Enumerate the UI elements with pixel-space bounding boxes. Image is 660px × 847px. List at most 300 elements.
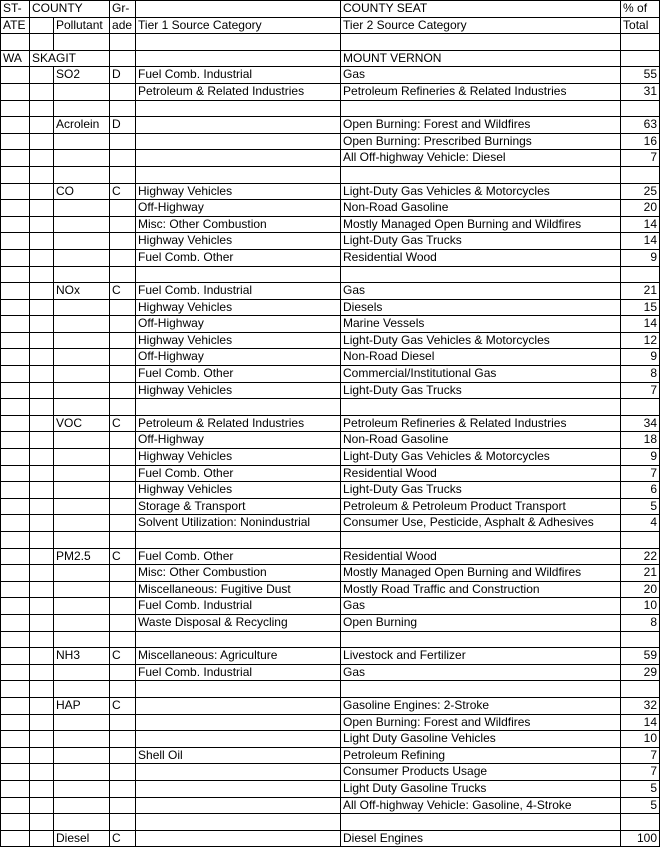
tier2-cell: Petroleum Refineries & Related Industries bbox=[341, 83, 621, 100]
empty-cell bbox=[30, 266, 54, 283]
header-percent: % of bbox=[621, 1, 660, 18]
pollutant-cell bbox=[54, 714, 110, 731]
tier2-cell: Gas bbox=[341, 67, 621, 84]
empty-cell bbox=[621, 532, 660, 549]
empty-cell bbox=[1, 399, 30, 416]
tier1-cell: Off-Highway bbox=[136, 349, 341, 366]
state-cell bbox=[1, 614, 30, 631]
state-cell bbox=[1, 830, 30, 847]
county-cell bbox=[30, 382, 54, 399]
state-cell bbox=[1, 349, 30, 366]
percent-cell: 9 bbox=[621, 249, 660, 266]
tier2-cell: Open Burning: Prescribed Burnings bbox=[341, 133, 621, 150]
tier1-cell bbox=[136, 714, 341, 731]
tier2-cell: Gas bbox=[341, 598, 621, 615]
pollutant-cell bbox=[54, 614, 110, 631]
percent-cell: 100 bbox=[621, 830, 660, 847]
county-cell bbox=[30, 714, 54, 731]
grade-cell bbox=[110, 299, 136, 316]
empty-cell bbox=[110, 681, 136, 698]
tier1-cell: Highway Vehicles bbox=[136, 382, 341, 399]
tier2-cell: Light-Duty Gas Trucks bbox=[341, 482, 621, 499]
empty-cell bbox=[110, 814, 136, 831]
pollutant-cell bbox=[54, 598, 110, 615]
grade-cell bbox=[110, 664, 136, 681]
grade-cell bbox=[110, 797, 136, 814]
table-body bbox=[1, 1, 660, 847]
tier1-cell bbox=[136, 780, 341, 797]
empty-cell bbox=[30, 100, 54, 117]
pollutant-cell bbox=[54, 150, 110, 167]
empty-cell bbox=[621, 34, 660, 51]
tier2-cell: Consumer Products Usage bbox=[341, 764, 621, 781]
grade-cell bbox=[110, 714, 136, 731]
empty-cell bbox=[54, 681, 110, 698]
state-cell bbox=[1, 515, 30, 532]
state-cell bbox=[1, 565, 30, 582]
table-row bbox=[1, 548, 660, 565]
pollutant-cell bbox=[54, 581, 110, 598]
tier2-cell: Mostly Managed Open Burning and Wildfires bbox=[341, 565, 621, 582]
grade-cell bbox=[110, 565, 136, 582]
tier1-cell bbox=[136, 150, 341, 167]
empty-cell bbox=[621, 166, 660, 183]
empty-cell bbox=[341, 814, 621, 831]
empty-cell bbox=[1, 34, 30, 51]
tier1-cell: Highway Vehicles bbox=[136, 183, 341, 200]
tier1-cell: Petroleum & Related Industries bbox=[136, 415, 341, 432]
table-row bbox=[1, 581, 660, 598]
grade-cell bbox=[110, 764, 136, 781]
grade-cell bbox=[110, 780, 136, 797]
empty-cell bbox=[621, 631, 660, 648]
empty-cell bbox=[136, 50, 341, 67]
empty-cell bbox=[30, 681, 54, 698]
empty-cell bbox=[621, 100, 660, 117]
grade-cell bbox=[110, 133, 136, 150]
state-cell bbox=[1, 780, 30, 797]
grade-cell bbox=[110, 581, 136, 598]
county-cell bbox=[30, 432, 54, 449]
grade-cell bbox=[110, 482, 136, 499]
tier2-cell: Light-Duty Gas Vehicles & Motorcycles bbox=[341, 332, 621, 349]
percent-cell: 63 bbox=[621, 117, 660, 134]
pollutant-cell bbox=[54, 565, 110, 582]
table-row bbox=[1, 664, 660, 681]
percent-cell: 7 bbox=[621, 465, 660, 482]
county-cell bbox=[30, 133, 54, 150]
empty-cell bbox=[30, 814, 54, 831]
pollutant-cell bbox=[54, 747, 110, 764]
tier1-cell bbox=[136, 764, 341, 781]
percent-cell: 32 bbox=[621, 697, 660, 714]
county-cell bbox=[30, 614, 54, 631]
spacer-row bbox=[1, 34, 660, 51]
empty-cell bbox=[110, 34, 136, 51]
grade-cell bbox=[110, 465, 136, 482]
pollutant-cell bbox=[54, 515, 110, 532]
state-cell bbox=[1, 216, 30, 233]
percent-cell: 22 bbox=[621, 548, 660, 565]
state-cell bbox=[1, 283, 30, 300]
header-tier1: Tier 1 Source Category bbox=[136, 17, 341, 34]
empty-cell bbox=[30, 532, 54, 549]
tier1-cell bbox=[136, 697, 341, 714]
county-cell bbox=[30, 780, 54, 797]
tier2-cell: All Off-highway Vehicle: Gasoline, 4-Stroke bbox=[341, 797, 621, 814]
pollutant-cell bbox=[54, 449, 110, 466]
grade-cell bbox=[110, 366, 136, 383]
county-cell bbox=[30, 465, 54, 482]
empty-cell bbox=[54, 100, 110, 117]
grade-cell bbox=[110, 332, 136, 349]
tier2-cell: Open Burning bbox=[341, 614, 621, 631]
tier2-cell: Gas bbox=[341, 283, 621, 300]
pollutant-cell bbox=[54, 465, 110, 482]
tier2-cell: Light-Duty Gas Trucks bbox=[341, 382, 621, 399]
grade-cell bbox=[110, 598, 136, 615]
tier1-cell: Fuel Comb. Industrial bbox=[136, 283, 341, 300]
tier2-cell: All Off-highway Vehicle: Diesel bbox=[341, 150, 621, 167]
percent-cell: 9 bbox=[621, 449, 660, 466]
grade-cell: C bbox=[110, 697, 136, 714]
table-row bbox=[1, 515, 660, 532]
percent-cell: 10 bbox=[621, 731, 660, 748]
grade-cell bbox=[110, 233, 136, 250]
spacer-row bbox=[1, 399, 660, 416]
empty-cell bbox=[136, 166, 341, 183]
county-cell bbox=[30, 764, 54, 781]
grade-cell bbox=[110, 449, 136, 466]
table-row bbox=[1, 233, 660, 250]
state-cell bbox=[1, 598, 30, 615]
county-cell bbox=[30, 233, 54, 250]
tier1-cell bbox=[136, 133, 341, 150]
pollutant-cell bbox=[54, 133, 110, 150]
empty-cell bbox=[30, 166, 54, 183]
percent-cell: 9 bbox=[621, 349, 660, 366]
tier1-cell: Misc: Other Combustion bbox=[136, 216, 341, 233]
empty-cell bbox=[621, 814, 660, 831]
percent-cell: 8 bbox=[621, 366, 660, 383]
county-cell bbox=[30, 664, 54, 681]
empty-cell bbox=[621, 399, 660, 416]
pollutant-cell: CO bbox=[54, 183, 110, 200]
tier2-cell: Commercial/Institutional Gas bbox=[341, 366, 621, 383]
percent-cell: 21 bbox=[621, 565, 660, 582]
county-cell bbox=[30, 249, 54, 266]
header-empty bbox=[136, 1, 341, 18]
tier1-cell: Off-Highway bbox=[136, 432, 341, 449]
grade-cell bbox=[110, 515, 136, 532]
pollutant-cell bbox=[54, 233, 110, 250]
tier2-cell: Light Duty Gasoline Vehicles bbox=[341, 731, 621, 748]
pollutant-cell bbox=[54, 249, 110, 266]
pollutant-cell bbox=[54, 797, 110, 814]
table-row bbox=[1, 332, 660, 349]
pollutant-cell bbox=[54, 764, 110, 781]
empty-cell bbox=[136, 814, 341, 831]
table-row bbox=[1, 183, 660, 200]
table-row bbox=[1, 465, 660, 482]
tier1-cell: Off-Highway bbox=[136, 200, 341, 217]
percent-cell: 10 bbox=[621, 598, 660, 615]
table-row bbox=[1, 498, 660, 515]
state-cell bbox=[1, 249, 30, 266]
empty-cell bbox=[110, 100, 136, 117]
tier2-cell: Residential Wood bbox=[341, 548, 621, 565]
header-state: ST- bbox=[1, 1, 30, 18]
county-cell bbox=[30, 83, 54, 100]
grade-cell bbox=[110, 349, 136, 366]
tier2-cell: Residential Wood bbox=[341, 249, 621, 266]
state-cell bbox=[1, 332, 30, 349]
empty-cell bbox=[110, 631, 136, 648]
tier2-cell: Petroleum Refineries & Related Industries bbox=[341, 415, 621, 432]
state-cell bbox=[1, 200, 30, 217]
pollutant-cell: Acrolein bbox=[54, 117, 110, 134]
header-grade: Gr- bbox=[110, 1, 136, 18]
table-row bbox=[1, 366, 660, 383]
empty-cell bbox=[136, 532, 341, 549]
grade-cell bbox=[110, 200, 136, 217]
spacer-row bbox=[1, 814, 660, 831]
spacer-row bbox=[1, 681, 660, 698]
pollutant-cell bbox=[54, 200, 110, 217]
empty-cell bbox=[1, 631, 30, 648]
empty-cell bbox=[341, 681, 621, 698]
empty-cell bbox=[136, 266, 341, 283]
grade-cell: C bbox=[110, 415, 136, 432]
grade-cell bbox=[110, 432, 136, 449]
percent-cell: 5 bbox=[621, 797, 660, 814]
header-row-1 bbox=[1, 1, 660, 18]
county-cell bbox=[30, 565, 54, 582]
grade-cell: C bbox=[110, 183, 136, 200]
state-cell bbox=[1, 731, 30, 748]
state-cell bbox=[1, 117, 30, 134]
tier1-cell: Storage & Transport bbox=[136, 498, 341, 515]
tier1-cell: Miscellaneous: Fugitive Dust bbox=[136, 581, 341, 598]
state-cell bbox=[1, 498, 30, 515]
tier1-cell: Miscellaneous: Agriculture bbox=[136, 648, 341, 665]
empty-cell bbox=[136, 681, 341, 698]
pollutant-cell: NH3 bbox=[54, 648, 110, 665]
tier2-cell: Petroleum Refining bbox=[341, 747, 621, 764]
header-row-2 bbox=[1, 17, 660, 34]
state-cell bbox=[1, 714, 30, 731]
empty-cell bbox=[341, 166, 621, 183]
pollutant-cell: SO2 bbox=[54, 67, 110, 84]
table-row bbox=[1, 316, 660, 333]
tier1-cell bbox=[136, 731, 341, 748]
percent-cell: 14 bbox=[621, 316, 660, 333]
header-state-cont: ATE bbox=[1, 17, 30, 34]
table-row bbox=[1, 150, 660, 167]
tier1-cell: Fuel Comb. Industrial bbox=[136, 598, 341, 615]
state-cell bbox=[1, 797, 30, 814]
county-cell bbox=[30, 449, 54, 466]
empty-cell bbox=[54, 631, 110, 648]
county-cell bbox=[30, 349, 54, 366]
tier2-cell: Residential Wood bbox=[341, 465, 621, 482]
tier2-cell: Open Burning: Forest and Wildfires bbox=[341, 117, 621, 134]
percent-cell: 25 bbox=[621, 183, 660, 200]
table-row bbox=[1, 648, 660, 665]
spacer-row bbox=[1, 100, 660, 117]
empty-cell bbox=[136, 399, 341, 416]
percent-cell: 14 bbox=[621, 233, 660, 250]
percent-cell: 5 bbox=[621, 498, 660, 515]
pollutant-cell bbox=[54, 432, 110, 449]
county-cell bbox=[30, 415, 54, 432]
tier1-cell: Fuel Comb. Other bbox=[136, 366, 341, 383]
empty-cell bbox=[30, 631, 54, 648]
state-cell bbox=[1, 465, 30, 482]
table-row bbox=[1, 731, 660, 748]
table-row bbox=[1, 598, 660, 615]
table-row bbox=[1, 830, 660, 847]
tier2-cell: Diesels bbox=[341, 299, 621, 316]
state-cell bbox=[1, 299, 30, 316]
empty-cell bbox=[1, 681, 30, 698]
county-cell bbox=[30, 697, 54, 714]
tier2-cell: Mostly Road Traffic and Construction bbox=[341, 581, 621, 598]
pollutant-cell bbox=[54, 780, 110, 797]
tier1-cell: Solvent Utilization: Nonindustrial bbox=[136, 515, 341, 532]
empty-cell bbox=[1, 814, 30, 831]
county-cell bbox=[30, 797, 54, 814]
table-row bbox=[1, 283, 660, 300]
pollutant-cell bbox=[54, 498, 110, 515]
percent-cell: 20 bbox=[621, 200, 660, 217]
tier2-cell: Non-Road Diesel bbox=[341, 349, 621, 366]
tier2-cell: Light-Duty Gas Vehicles & Motorcycles bbox=[341, 449, 621, 466]
tier1-cell bbox=[136, 117, 341, 134]
empty-cell bbox=[30, 34, 54, 51]
empty-cell bbox=[110, 166, 136, 183]
state-cell bbox=[1, 415, 30, 432]
county-cell bbox=[30, 366, 54, 383]
county-cell bbox=[30, 200, 54, 217]
county-cell bbox=[30, 150, 54, 167]
state-cell bbox=[1, 482, 30, 499]
empty-cell bbox=[1, 166, 30, 183]
spacer-row bbox=[1, 532, 660, 549]
empty-cell bbox=[341, 34, 621, 51]
pollutant-cell: PM2.5 bbox=[54, 548, 110, 565]
tier2-cell: Light-Duty Gas Vehicles & Motorcycles bbox=[341, 183, 621, 200]
grade-cell: C bbox=[110, 283, 136, 300]
header-pollutant: Pollutant bbox=[54, 17, 110, 34]
table-row bbox=[1, 614, 660, 631]
pollutant-cell bbox=[54, 216, 110, 233]
pollutant-cell bbox=[54, 482, 110, 499]
grade-cell: C bbox=[110, 548, 136, 565]
county-cell bbox=[30, 515, 54, 532]
spacer-row bbox=[1, 166, 660, 183]
tier1-cell: Fuel Comb. Other bbox=[136, 465, 341, 482]
empty-cell bbox=[621, 50, 660, 67]
tier2-cell: Mostly Managed Open Burning and Wildfires bbox=[341, 216, 621, 233]
tier1-cell: Off-Highway bbox=[136, 316, 341, 333]
percent-cell: 12 bbox=[621, 332, 660, 349]
percent-cell: 6 bbox=[621, 482, 660, 499]
header-tier2: Tier 2 Source Category bbox=[341, 17, 621, 34]
table-row bbox=[1, 382, 660, 399]
table-row bbox=[1, 249, 660, 266]
pollutant-cell bbox=[54, 332, 110, 349]
state-cell bbox=[1, 150, 30, 167]
county-seat-cell: MOUNT VERNON bbox=[341, 50, 621, 67]
percent-cell: 7 bbox=[621, 747, 660, 764]
empty-cell bbox=[54, 34, 110, 51]
grade-cell bbox=[110, 382, 136, 399]
pollutant-cell bbox=[54, 299, 110, 316]
empty-cell bbox=[54, 266, 110, 283]
empty-cell bbox=[110, 532, 136, 549]
empty-cell bbox=[110, 399, 136, 416]
grade-cell: D bbox=[110, 117, 136, 134]
empty-cell bbox=[110, 50, 136, 67]
empty-cell bbox=[1, 532, 30, 549]
county-cell bbox=[30, 482, 54, 499]
state-cell bbox=[1, 366, 30, 383]
tier2-cell: Gasoline Engines: 2-Stroke bbox=[341, 697, 621, 714]
empty-cell bbox=[1, 100, 30, 117]
empty-cell bbox=[136, 100, 341, 117]
county-cell bbox=[30, 747, 54, 764]
grade-cell bbox=[110, 498, 136, 515]
percent-cell: 16 bbox=[621, 133, 660, 150]
percent-cell: 55 bbox=[621, 67, 660, 84]
percent-cell: 7 bbox=[621, 764, 660, 781]
county-cell bbox=[30, 283, 54, 300]
empty-cell bbox=[621, 681, 660, 698]
county-cell bbox=[30, 830, 54, 847]
percent-cell: 18 bbox=[621, 432, 660, 449]
state-cell bbox=[1, 133, 30, 150]
header-blank bbox=[30, 17, 54, 34]
pollutant-cell bbox=[54, 349, 110, 366]
table-row bbox=[1, 117, 660, 134]
state-cell bbox=[1, 581, 30, 598]
percent-cell: 14 bbox=[621, 216, 660, 233]
table-row bbox=[1, 797, 660, 814]
table-row bbox=[1, 67, 660, 84]
spacer-row bbox=[1, 266, 660, 283]
county-cell bbox=[30, 316, 54, 333]
header-county-seat: COUNTY SEAT bbox=[341, 1, 621, 18]
pollutant-cell bbox=[54, 366, 110, 383]
percent-cell: 4 bbox=[621, 515, 660, 532]
state-cell bbox=[1, 83, 30, 100]
table-row bbox=[1, 349, 660, 366]
grade-cell: C bbox=[110, 648, 136, 665]
percent-cell: 7 bbox=[621, 150, 660, 167]
percent-cell: 29 bbox=[621, 664, 660, 681]
table-row bbox=[1, 764, 660, 781]
tier1-cell: Highway Vehicles bbox=[136, 332, 341, 349]
grade-cell bbox=[110, 747, 136, 764]
percent-cell: 34 bbox=[621, 415, 660, 432]
county-cell bbox=[30, 548, 54, 565]
empty-cell bbox=[54, 814, 110, 831]
grade-cell bbox=[110, 150, 136, 167]
pollutant-cell: VOC bbox=[54, 415, 110, 432]
county-cell bbox=[30, 498, 54, 515]
percent-cell: 7 bbox=[621, 382, 660, 399]
